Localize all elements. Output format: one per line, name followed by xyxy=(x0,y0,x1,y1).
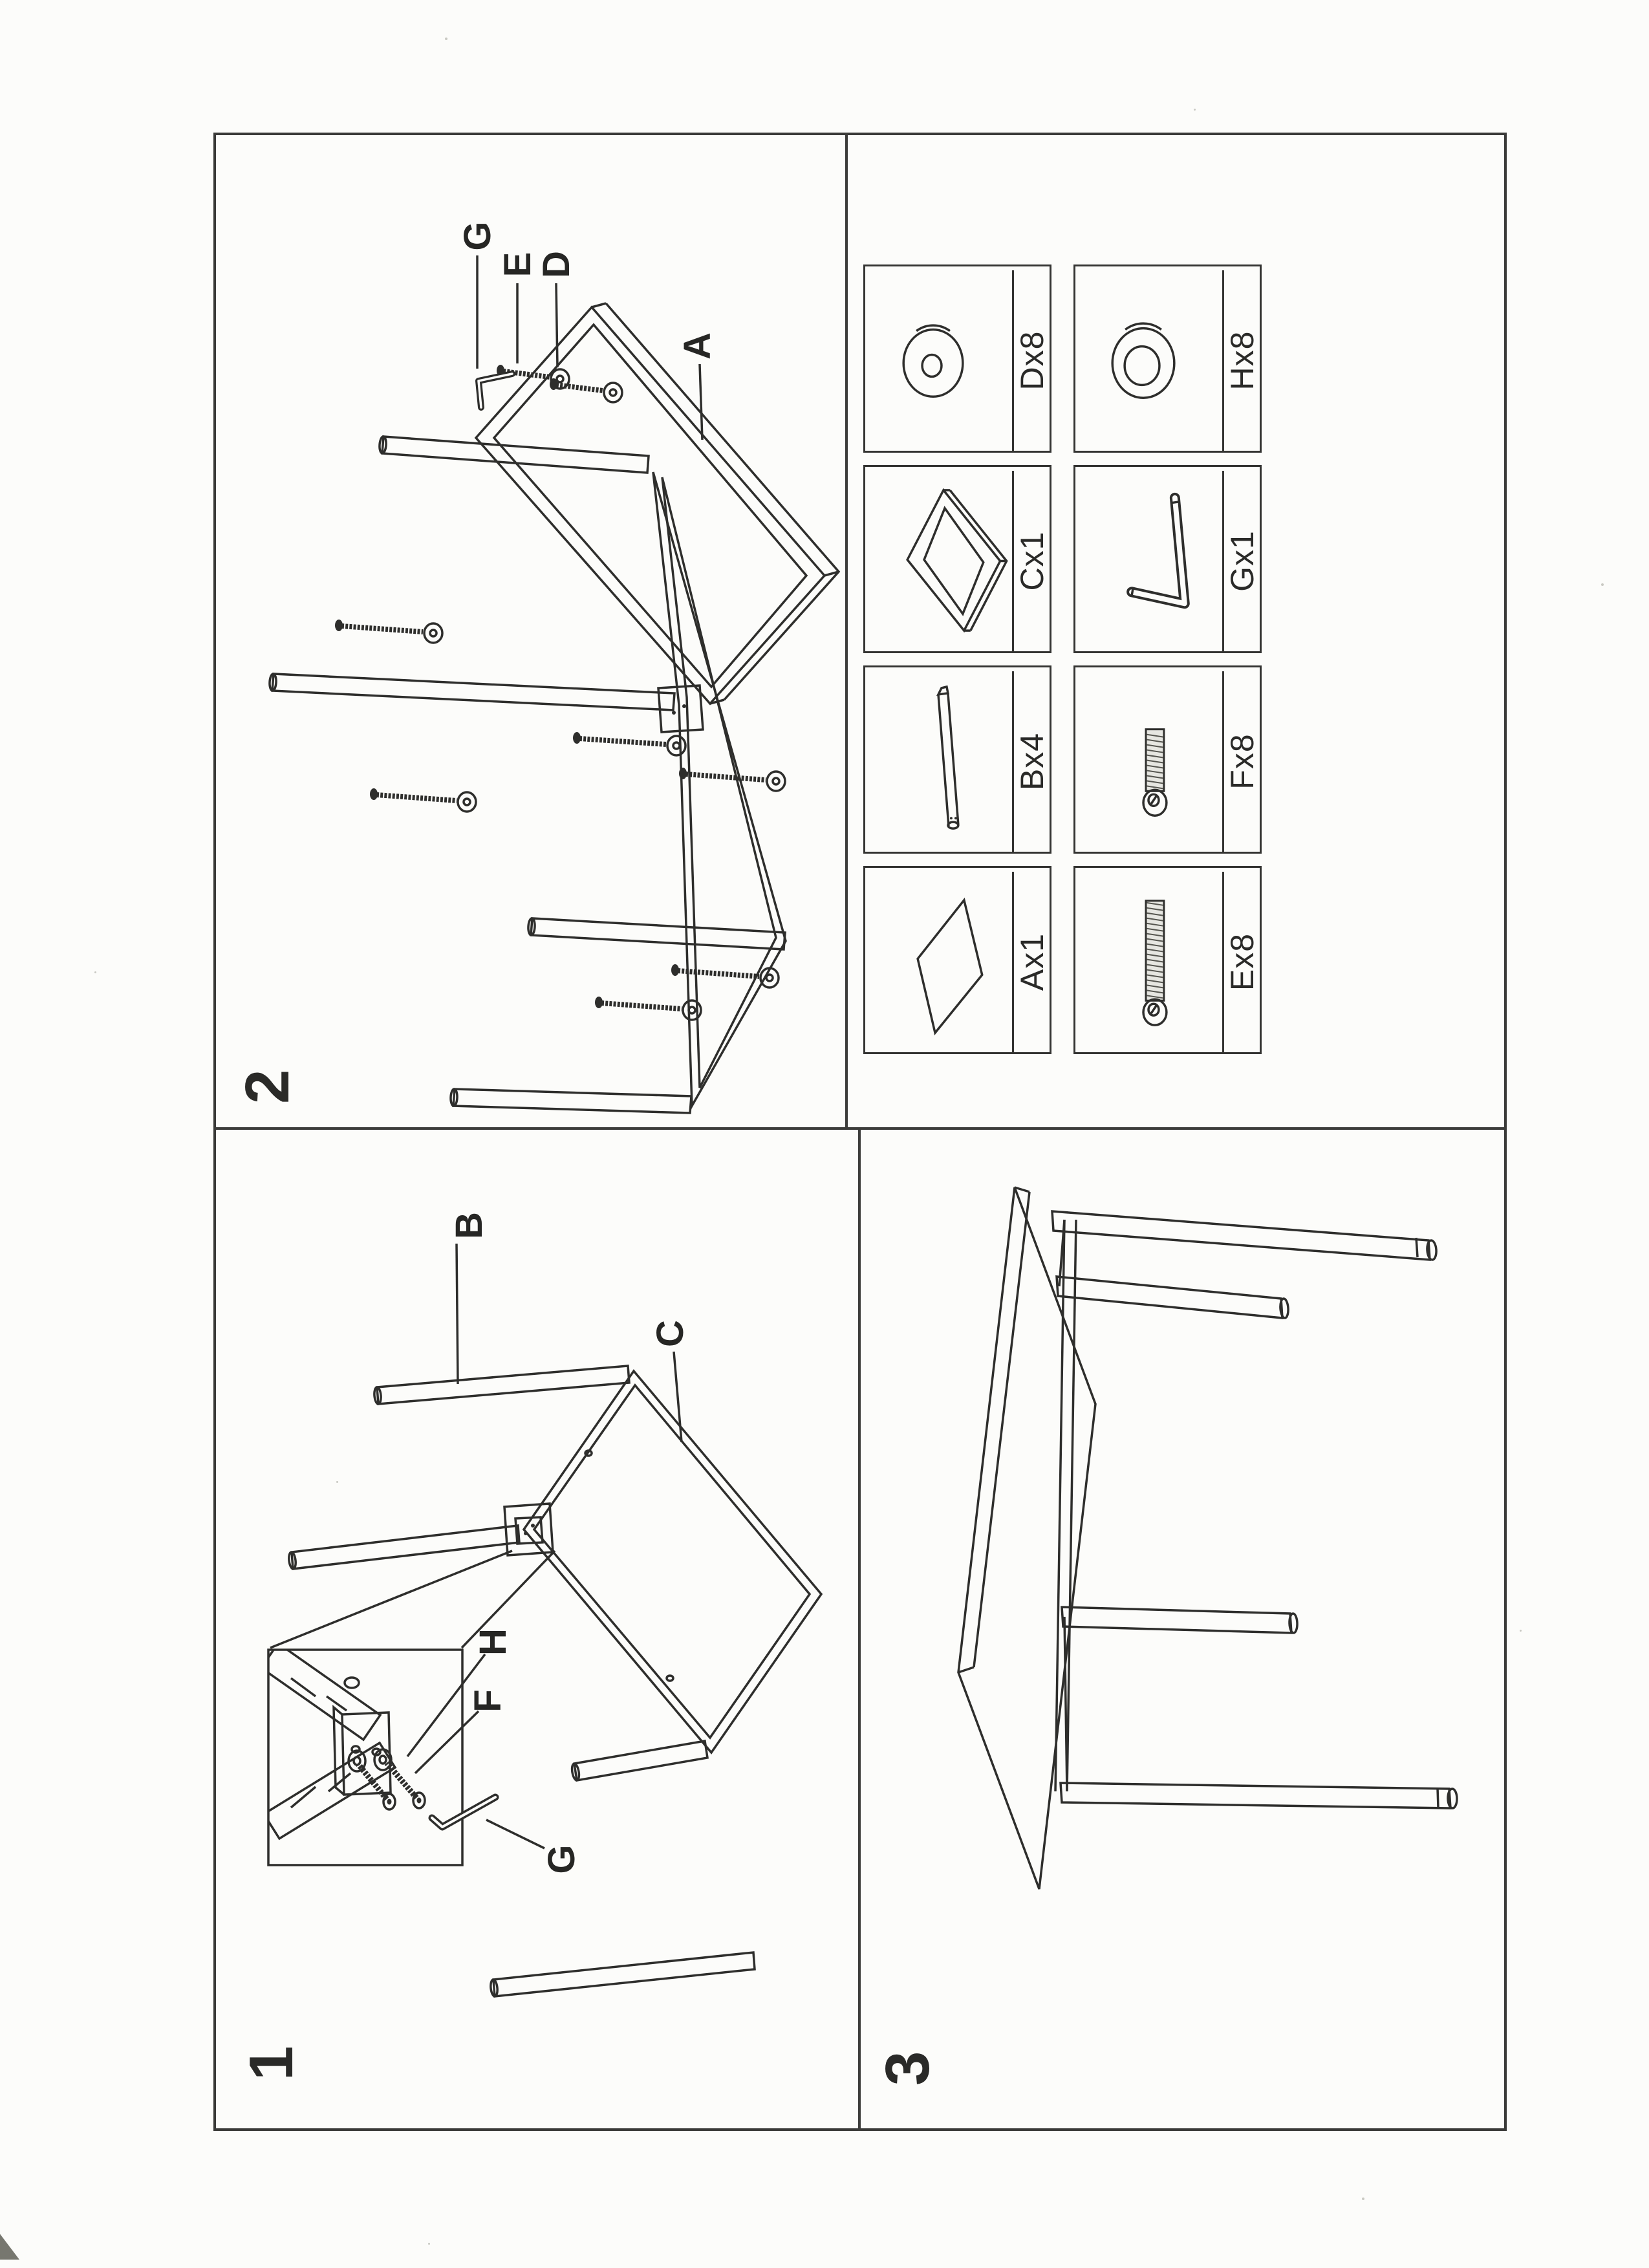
apron-frame xyxy=(653,472,786,1106)
part-label-g: G xyxy=(457,221,499,251)
part-box-h xyxy=(1073,265,1262,453)
part-label-f: F xyxy=(467,1689,509,1712)
step2-number: 2 xyxy=(233,1069,302,1104)
bolts-and-washers xyxy=(335,365,785,1020)
part-code-label: Bx4 xyxy=(1012,671,1050,852)
long-bolt-icon xyxy=(1075,872,1218,1052)
speck xyxy=(1362,2198,1364,2200)
bolt xyxy=(335,620,442,643)
speck xyxy=(1520,1630,1522,1632)
part-box-f xyxy=(1073,665,1262,854)
horizontal-divider-right xyxy=(845,133,848,1130)
small-hole-washer-icon xyxy=(865,270,1008,451)
part-box-b xyxy=(863,665,1051,854)
part-code-label: Ax1 xyxy=(1012,872,1050,1052)
part-label-g: G xyxy=(541,1844,583,1874)
part-label-c: C xyxy=(649,1320,691,1347)
part-label-e: E xyxy=(497,252,539,277)
part-code-label: Ex8 xyxy=(1222,872,1260,1052)
part-code-label: Cx1 xyxy=(1012,471,1050,651)
tabletop-panel-icon xyxy=(865,872,1008,1052)
speck xyxy=(336,1481,338,1483)
leg-bar-icon xyxy=(865,671,1008,852)
part-label-h: H xyxy=(472,1628,514,1656)
part-code-label: Gx1 xyxy=(1222,471,1260,651)
part-box-c xyxy=(863,465,1051,653)
part-box-a xyxy=(863,866,1051,1054)
part-code-label: Dx8 xyxy=(1012,270,1050,451)
part-label-d: D xyxy=(535,251,577,278)
bolt xyxy=(370,788,476,812)
step3-number: 3 xyxy=(873,2051,942,2086)
part-box-e xyxy=(1073,866,1262,1054)
step1-number: 1 xyxy=(237,2046,306,2080)
speck xyxy=(94,971,96,973)
part-label-b: B xyxy=(448,1212,490,1239)
speck xyxy=(1194,109,1196,111)
speck xyxy=(1601,583,1604,586)
part-code-label: Fx8 xyxy=(1222,671,1260,852)
large-hole-washer-icon xyxy=(1075,270,1218,451)
scan-smudge xyxy=(0,2231,19,2260)
part-label-a: A xyxy=(676,332,718,360)
bolt xyxy=(679,768,785,791)
short-bolt-icon xyxy=(1075,671,1218,852)
bolt xyxy=(573,732,685,755)
part-box-d xyxy=(863,265,1051,453)
speck xyxy=(445,38,447,40)
step2-diagram xyxy=(213,133,845,2131)
apron-frame-icon xyxy=(865,471,1008,651)
instruction-sheet xyxy=(213,133,1507,2131)
bolt xyxy=(595,997,701,1020)
table-legs xyxy=(1057,1277,1298,1633)
part-box-g xyxy=(1073,465,1262,653)
speck xyxy=(428,2243,430,2245)
step3-diagram xyxy=(858,1130,1507,2131)
part-code-label: Hx8 xyxy=(1222,270,1260,451)
allen-key-icon xyxy=(1075,471,1218,651)
